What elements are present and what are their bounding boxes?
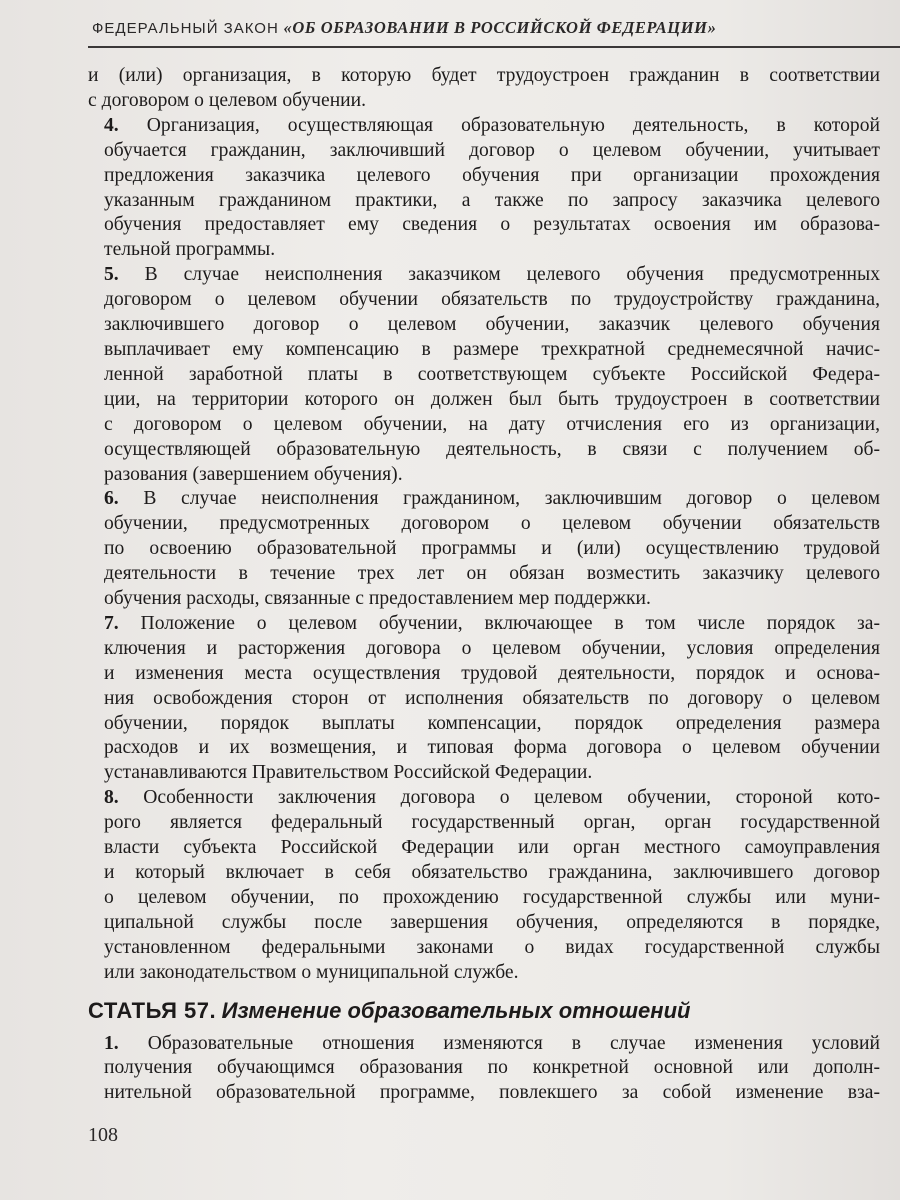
line-text: деятельности в течение трех лет он обязан возместить заказчику целевого xyxy=(104,563,880,585)
line-text: Образовательные отношения изменяются в случае изменения условий xyxy=(147,1032,880,1054)
paragraph xyxy=(88,487,880,612)
text-line xyxy=(88,413,880,438)
paragraph xyxy=(88,1032,880,1107)
line-text: договором о целевом обучении обязательств по трудоустройству гражданина, xyxy=(104,289,880,311)
paragraph-number: 4. xyxy=(104,114,119,136)
paragraph xyxy=(88,64,880,114)
line-text: рого является федеральный государственный орган, орган государственной xyxy=(104,812,880,834)
line-text: указанным гражданином практики, а также по запросу заказчика целевого xyxy=(104,189,880,211)
running-header xyxy=(92,18,882,38)
line-text: Организация, осуществляющая образовательную деятельность, в которой xyxy=(146,114,880,136)
text-line xyxy=(88,89,880,114)
line-text: и который включает в себя обязательство гражданина, заключившего договор xyxy=(104,862,880,883)
paragraph-list xyxy=(88,64,880,986)
text-line xyxy=(88,263,880,288)
text-line xyxy=(88,363,880,388)
text-line xyxy=(88,836,880,861)
article-heading xyxy=(88,998,880,1024)
page-body xyxy=(88,64,880,1106)
text-line xyxy=(88,288,880,313)
text-line xyxy=(88,712,880,737)
text-line xyxy=(88,911,880,936)
text-line xyxy=(88,1081,880,1106)
article-label: СТАТЬЯ 57. xyxy=(88,997,217,1023)
text-line xyxy=(88,761,880,786)
text-line xyxy=(88,164,880,189)
paragraph-number: 1. xyxy=(104,1032,119,1054)
header-law-label: ФЕДЕРАЛЬНЫЙ ЗАКОН xyxy=(92,20,279,37)
line-text: о целевом обучении, по прохождению государственной службы или муни- xyxy=(104,886,880,908)
line-text: установленном федеральными законами о видах государственной службы xyxy=(104,936,880,958)
article-title: Изменение образовательных отношений xyxy=(221,997,691,1023)
paragraph xyxy=(88,612,880,786)
line-text: ключения и расторжения договора о целевом обучении, условия определения xyxy=(104,637,880,659)
text-line xyxy=(88,662,880,687)
line-text: ленной заработной платы в соответствующем субъекте Российской Федера- xyxy=(104,363,880,385)
paragraph-number: 6. xyxy=(104,488,119,510)
line-text: тельной программы. xyxy=(104,239,276,261)
page-number: 108 xyxy=(88,1124,118,1146)
text-line xyxy=(88,587,880,612)
text-line xyxy=(88,936,880,961)
text-line xyxy=(88,687,880,712)
text-line xyxy=(88,512,880,537)
text-line xyxy=(88,961,880,986)
line-text: получения обучающимся образования по конкретной основной или дополн- xyxy=(104,1057,880,1079)
text-line xyxy=(88,114,880,139)
text-line xyxy=(88,537,880,562)
line-text: осуществляющей образовательную деятельность, в связи с получением об- xyxy=(104,438,880,460)
line-text: расходов и их возмещения, и типовая форма договора о целевом обучении xyxy=(104,737,880,759)
text-line xyxy=(88,562,880,587)
paragraph xyxy=(88,786,880,985)
text-line xyxy=(88,189,880,214)
line-text: ния освобождения сторон от исполнения обязательств по договору о целевом xyxy=(104,687,880,709)
article-paragraph-list xyxy=(88,1032,880,1107)
line-text: В случае неисполнения заказчиком целевого обучения предусмотренных xyxy=(144,264,880,286)
paragraph xyxy=(88,114,880,263)
text-line xyxy=(88,811,880,836)
paragraph-number: 8. xyxy=(104,787,119,809)
text-line xyxy=(88,338,880,363)
text-line xyxy=(88,786,880,811)
text-line xyxy=(88,1056,880,1081)
line-text: выплачивает ему компенсацию в размере трехкратной среднемесячной начис- xyxy=(104,338,880,360)
line-text: власти субъекта Российской Федерации или орган местного самоуправления xyxy=(104,837,880,859)
line-text: и изменения места осуществления трудовой деятельности, порядок и основа- xyxy=(104,662,880,684)
line-text: обучении, порядок выплаты компенсации, порядок определения размера xyxy=(104,712,880,734)
text-line xyxy=(88,861,880,886)
text-line xyxy=(88,139,880,164)
text-line xyxy=(88,463,880,488)
line-text: обучении, предусмотренных договором о целевом обучении обязательств xyxy=(104,513,880,535)
header-rule xyxy=(88,46,900,48)
paragraph-number: 5. xyxy=(104,264,119,286)
text-line xyxy=(88,213,880,238)
text-line xyxy=(88,64,880,89)
text-line xyxy=(88,238,880,263)
line-text: или законодательством о муниципальной службе. xyxy=(104,961,519,983)
line-text: с договором о целевом обучении, на дату отчисления его из организации, xyxy=(104,413,880,435)
text-line xyxy=(88,487,880,512)
text-line xyxy=(88,438,880,463)
text-line xyxy=(88,313,880,338)
text-line xyxy=(88,388,880,413)
line-text: устанавливаются Правительством Российской Федерации. xyxy=(104,762,593,784)
text-line xyxy=(88,637,880,662)
line-text: предложения заказчика целевого обучения при организации прохождения xyxy=(104,164,880,186)
line-text: с договором о целевом обучении. xyxy=(88,89,367,111)
paragraph-number: 7. xyxy=(104,612,119,634)
line-text: обучается гражданин, заключивший договор о целевом обучении, учитывает xyxy=(104,139,880,161)
line-text: В случае неисполнения гражданином, заключившим договор о целевом xyxy=(143,488,880,510)
line-text: по освоению образовательной программы и (или) осуществлению трудовой xyxy=(104,538,880,560)
line-text: разования (завершением обучения). xyxy=(104,463,403,485)
header-law-name: «ОБ ОБРАЗОВАНИИ В РОССИЙСКОЙ ФЕДЕРАЦИИ» xyxy=(283,18,717,37)
line-text: ципальной службы после завершения обучения, определяются в порядке, xyxy=(104,911,880,933)
text-line xyxy=(88,612,880,637)
line-text: заключившего договор о целевом обучении, заказчик целевого обучения xyxy=(104,314,880,336)
line-text: Особенности заключения договора о целевом обучении, стороной кото- xyxy=(143,787,880,809)
line-text: и (или) организация, в которую будет трудоустроен гражданин в соответствии xyxy=(88,65,880,86)
text-line xyxy=(88,1032,880,1057)
text-line xyxy=(88,886,880,911)
line-text: нительной образовательной программе, повлекшего за собой изменение вза- xyxy=(104,1082,880,1104)
text-line xyxy=(88,736,880,761)
line-text: Положение о целевом обучении, включающее в том числе порядок за- xyxy=(140,612,880,634)
line-text: обучения расходы, связанные с предоставлением мер поддержки. xyxy=(104,588,651,610)
line-text: обучения предоставляет ему сведения о результатах освоения им образова- xyxy=(104,214,880,236)
paragraph xyxy=(88,263,880,487)
line-text: ции, на территории которого он должен был быть трудоустроен в соответствии xyxy=(104,388,880,410)
